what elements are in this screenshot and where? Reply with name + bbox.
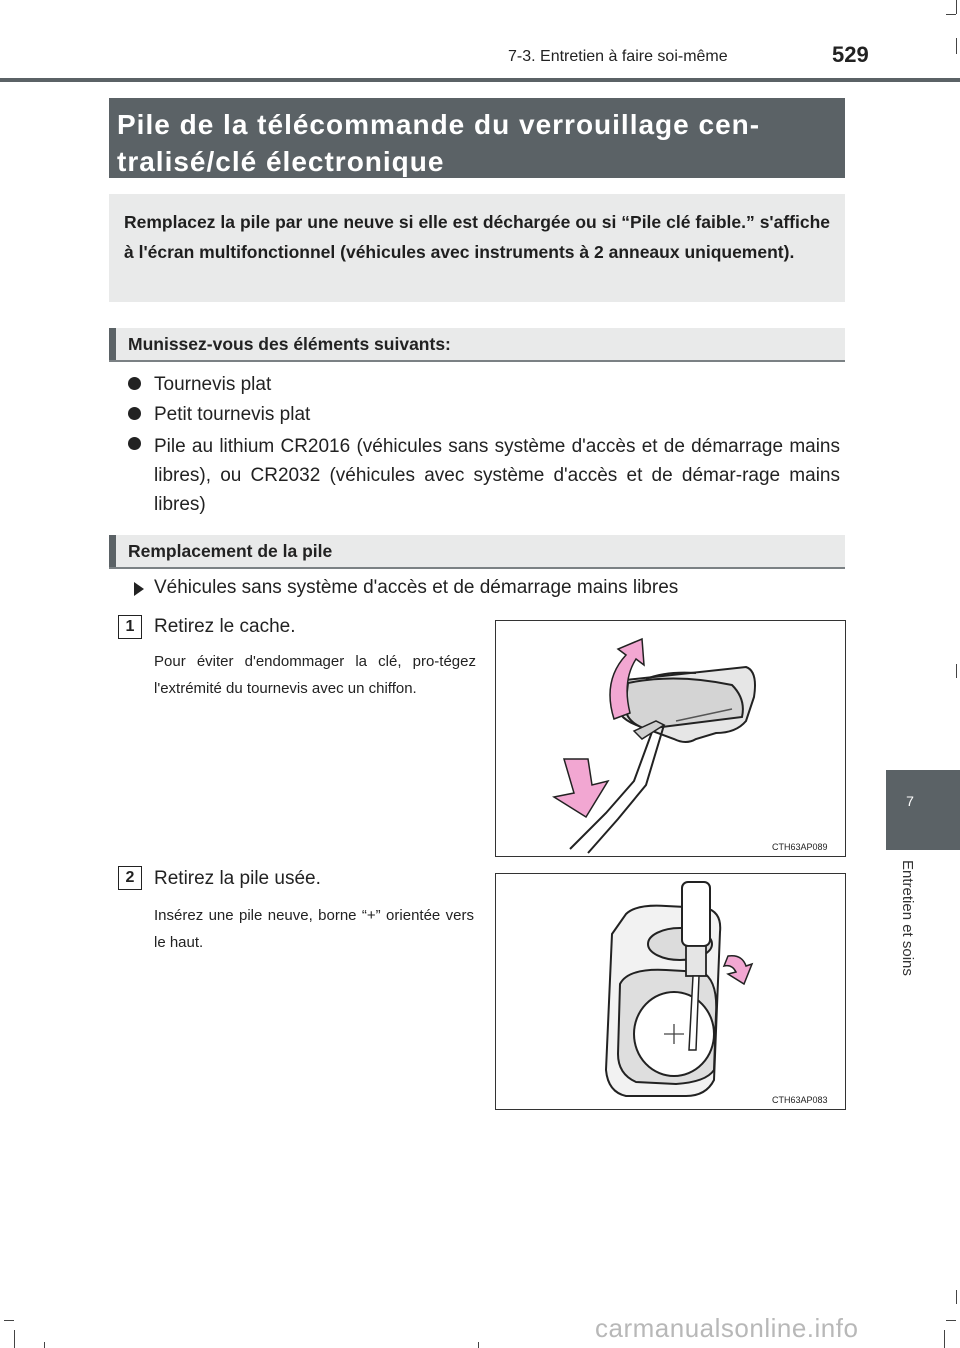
figure-code: CTH63AP089	[772, 842, 828, 852]
figure-remove-battery	[495, 873, 846, 1110]
bullet-icon	[128, 377, 141, 390]
section-title	[117, 106, 837, 180]
battery-illustration	[496, 874, 845, 1109]
crop-mark	[956, 38, 957, 54]
vehicle-type: Véhicules sans système d'accès et de démarrage mains libres	[154, 577, 679, 598]
triangle-right-icon	[134, 582, 144, 596]
chapter-tab	[886, 770, 960, 850]
step-title: Retirez la pile usée.	[154, 868, 321, 889]
bullet-icon	[128, 407, 141, 420]
list-item-text: Petit tournevis plat	[154, 404, 311, 425]
heading-bar	[109, 535, 116, 567]
crop-mark	[44, 1342, 45, 1348]
key-cover-illustration	[496, 621, 845, 856]
figure-code: CTH63AP083	[772, 1095, 828, 1105]
heading-underline	[109, 360, 845, 362]
list-item-text: Pile au lithium CR2016 (véhicules sans système d'accès et de démarrage mains libres), ou CR2032 (véhicules avec système d'accès et de démar-rage mains libres)	[154, 436, 840, 515]
crop-mark	[956, 0, 957, 14]
step-number-badge: 1	[118, 615, 142, 639]
chapter-label-text: Entretien et soins	[899, 860, 916, 976]
chapter-label	[896, 860, 916, 1000]
section-title-line-2: tralisé/clé électronique	[117, 146, 445, 177]
page-number: 529	[832, 42, 869, 67]
crop-mark	[944, 1330, 945, 1348]
figure-remove-cover	[495, 620, 846, 857]
replacement-heading	[109, 535, 845, 567]
heading-underline	[109, 567, 845, 569]
step-title: Retirez le cache.	[154, 616, 296, 637]
crop-mark	[4, 1320, 14, 1321]
items-heading-text: Munissez-vous des éléments suivants:	[128, 334, 451, 354]
replacement-heading-text: Remplacement de la pile	[128, 541, 333, 561]
step-note: Pour éviter d'endommager la clé, pro-tégez l'extrémité du tournevis avec un chiffon.	[154, 653, 476, 697]
items-heading	[109, 328, 845, 360]
bullet-icon	[128, 437, 141, 450]
crop-mark	[946, 1320, 956, 1321]
chapter-number: 7	[906, 793, 914, 809]
heading-bar	[109, 328, 116, 360]
crop-mark	[956, 664, 957, 678]
watermark-text: carmanualsonline.info	[595, 1313, 859, 1343]
header-section-title: 7-3. Entretien à faire soi-même	[508, 48, 728, 65]
header-rule	[0, 78, 960, 82]
crop-mark	[478, 1342, 479, 1348]
crop-mark	[946, 14, 956, 15]
intro-text: Remplacez la pile par une neuve si elle est déchargée ou si “Pile clé faible.” s'affiche à l'écran multifonctionnel (véhicules avec instruments à 2 anneaux uniquement).	[124, 212, 830, 262]
list-item-text: Tournevis plat	[154, 374, 272, 395]
step-number-badge: 2	[118, 866, 142, 890]
crop-mark	[14, 1330, 15, 1348]
crop-mark	[956, 1290, 957, 1304]
step-note: Insérez une pile neuve, borne “+” orientée vers le haut.	[154, 907, 474, 951]
section-title-line-1: Pile de la télécommande du verrouillage cen-	[117, 109, 761, 140]
